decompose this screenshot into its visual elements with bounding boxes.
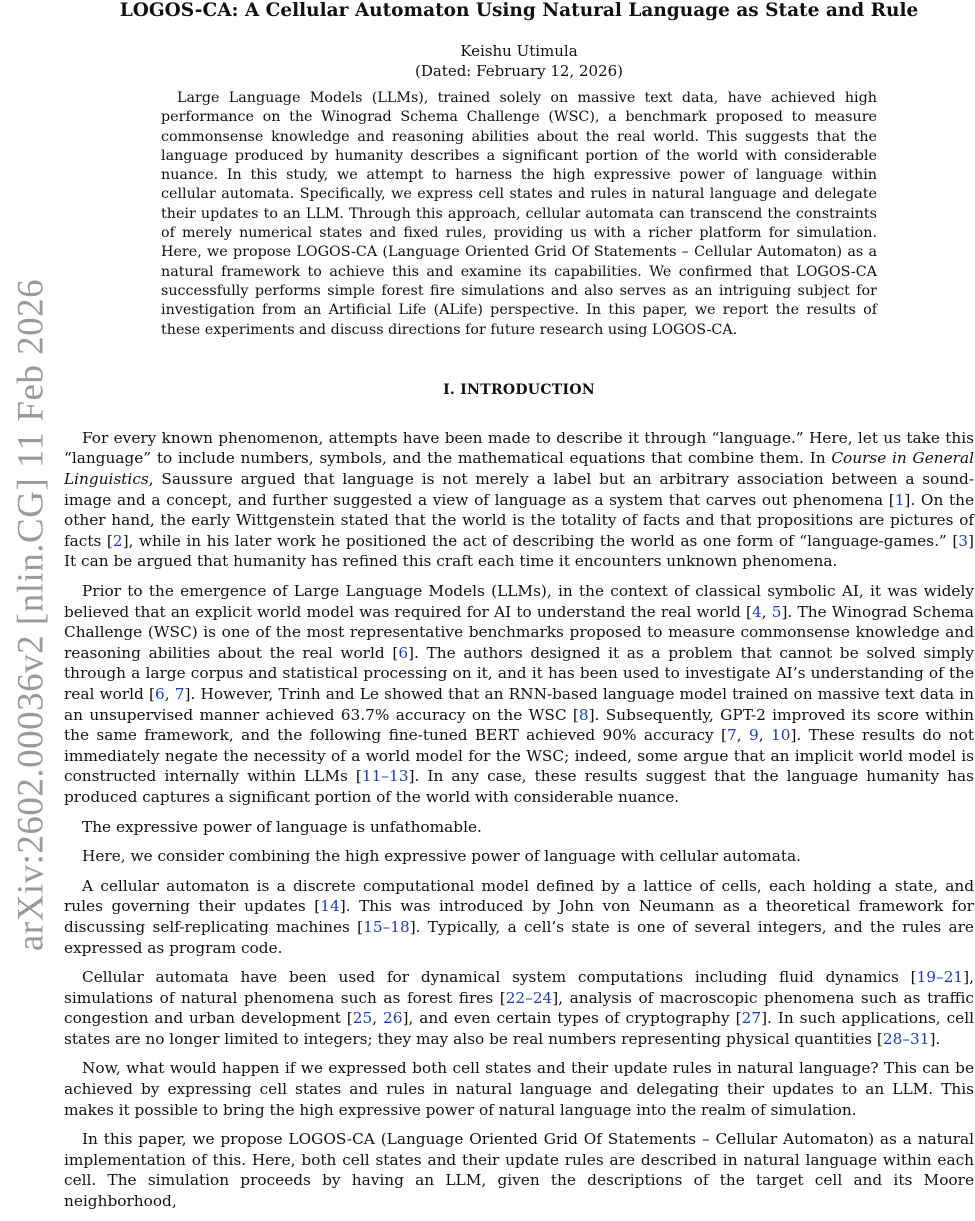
text-span: , <box>758 726 771 745</box>
citation-link[interactable]: 22–24 <box>505 988 553 1007</box>
text-span: For every known phenomenon, attempts have been made to describe it through “language.” Here, let us take this “language” to include numbers, symbols, and the mathematical equations that combine them. In <box>64 428 974 468</box>
text-span: ], simulations of natural phenomena such as forest fires [ <box>64 968 974 1007</box>
citation-link[interactable]: 1 <box>894 490 905 509</box>
paragraph-2 <box>64 581 974 808</box>
abstract: Large Language Models (LLMs), trained solely on massive text data, have achieved high performance on the Winograd Schema Challenge (WSC), a benchmark proposed to measure commonsense knowledge and reasoning abilities about the real world. This suggests that the language produced by humanity describes a significant portion of the world with considerable nuance. In this study, we attempt to harness the high expressive power of language within cellular automata. Specifically, we express cell states and rules in natural language and delegate their updates to an LLM. Through this approach, cellular automata can transcend the constraints of merely numerical states and fixed rules, providing us with a richer platform for simulation. Here, we propose LOGOS-CA (Language Oriented Grid Of Statements – Cellular Automaton) as a natural framework to achieve this and examine its capabilities. We confirmed that LOGOS-CA successfully performs simple forest fire simulations and also serves as an intriguing subject for investigation from an Artificial Life (ALife) perspective. In this paper, we report the results of these experiments and discuss directions for future research using LOGOS-CA. <box>161 90 877 338</box>
text-span: ], and even certain types of cryptography [ <box>402 1009 742 1028</box>
citation-link[interactable]: 8 <box>578 705 589 724</box>
citation-link[interactable]: 2 <box>112 531 123 550</box>
text-span: A cellular automaton is a discrete computational model defined by a lattice of cells, each holding a state, and rules governing their updates [ <box>64 876 974 916</box>
arxiv-sidebar <box>0 0 62 1200</box>
paragraph-5 <box>64 876 974 958</box>
citation-link[interactable]: 28–31 <box>882 1029 930 1048</box>
paper-title: LOGOS-CA: A Cellular Automaton Using Natural Language as State and Rule <box>119 0 919 21</box>
citation-link[interactable]: 6 <box>398 643 409 662</box>
text-span: ]. These results do not immediately negate the necessity of a world model for the WSC; indeed, some argue that an implicit world model is constructed internally within LLMs [ <box>64 726 974 786</box>
citation-link[interactable]: 9 <box>749 726 759 745</box>
text-span: ]. In such applications, cell states are no longer limited to integers; they may also be real numbers representing physical quantities [ <box>64 1009 974 1048</box>
text-span: , <box>164 684 175 703</box>
citation-link[interactable]: 7 <box>174 684 185 703</box>
text-span: ], analysis of macroscopic phenomena such as traffic congestion and urban development [ <box>64 988 974 1028</box>
citation-link[interactable]: 19–21 <box>916 968 964 987</box>
text-span: , <box>736 726 749 745</box>
author: Keishu Utimula <box>460 42 578 60</box>
text-span: ]. Subsequently, GPT-2 improved its score within the same framework, and the following fine-tuned BERT achieved 90% accuracy [ <box>64 705 974 745</box>
text-span: , <box>372 1009 384 1028</box>
text-span: Prior to the emergence of Large Language Models (LLMs), in the context of classical symbolic AI, it was widely believed that an explicit world model was required for AI to understand the real world [ <box>64 582 974 621</box>
citation-link[interactable]: 5 <box>771 602 782 621</box>
date-line: (Dated: February 12, 2026) <box>414 62 624 80</box>
citation-link[interactable]: 7 <box>727 726 737 745</box>
citation-link[interactable]: 14 <box>320 897 340 916</box>
citation-link[interactable]: 26 <box>383 1009 403 1028</box>
book-title: Course in General Linguistics <box>64 449 975 489</box>
text-span: Cellular automata have been used for dynamical system computations including fluid dynamics [ <box>82 968 917 987</box>
citation-link[interactable]: 3 <box>958 531 969 550</box>
text-span: , Saussure argued that language is not merely a label but an arbitrary association between a sound-image and a concept, and further suggested a view of language as a system that carves out phenomena [ <box>64 470 974 509</box>
text-span: ], while in his later work he positioned the act of describing the world as one form of “language-games.” [ <box>122 531 959 550</box>
paragraph-3: The expressive power of language is unfathomable. <box>82 817 482 836</box>
citation-link[interactable]: 6 <box>154 684 165 703</box>
paragraph-8: In this paper, we propose LOGOS-CA (Language Oriented Grid Of Statements – Cellular Automaton) as a natural implementation of this. Here, both cell states and their update rules are described in natural language within each cell. The simulation proceeds by having an LLM, given the descriptions of the target cell and its Moore neighborhood, <box>64 1130 974 1211</box>
text-span: ]. However, Trinh and Le showed that an RNN-based language model trained on massive text data in an unsupervised manner achieved 63.7% accuracy on the WSC [ <box>64 684 974 724</box>
citation-link[interactable]: 27 <box>741 1009 762 1028</box>
citation-link[interactable]: 15–18 <box>363 917 410 936</box>
section-heading-introduction: I. INTRODUCTION <box>443 381 595 398</box>
paper-page <box>64 0 974 1221</box>
text-span: , <box>761 602 772 621</box>
paragraph-7: Now, what would happen if we expressed both cell states and their update rules in natural language? This can be achieved by expressing cell states and rules in natural language and delegating their updates to an LLM. This makes it possible to bring the high expressive power of natural language into the realm of simulation. <box>64 1059 974 1119</box>
citation-link[interactable]: 10 <box>770 726 791 745</box>
text-span: ]. This was introduced by John von Neumann as a theoretical framework for discussing self-replicating machines [ <box>64 897 974 936</box>
text-span: ]. Typically, a cell’s state is one of several integers, and the rules are expressed as program code. <box>64 917 974 957</box>
text-span: ] It can be argued that humanity has refined this craft each time it encounters unknown phenomena. <box>64 531 974 571</box>
citation-link[interactable]: 11–13 <box>361 767 409 786</box>
text-span: ]. <box>929 1029 941 1048</box>
text-span: ]. In any case, these results suggest that the language humanity has produced captures a significant portion of the world with considerable nuance. <box>64 767 975 806</box>
paragraph-6 <box>64 967 974 1049</box>
arxiv-identifier: arXiv:2602.00036v2 [nlin.CG] 11 Feb 2026 <box>10 278 52 952</box>
paragraph-1 <box>64 428 974 572</box>
citation-link[interactable]: 25 <box>352 1009 373 1028</box>
text-span: ]. The authors designed it as a problem that cannot be solved simply through a large corpus and statistical processing on it, and it has been used to investigate AI’s understanding of the real world [ <box>64 643 974 703</box>
text-span: ]. On the other hand, the early Wittgenstein stated that the world is the totality of facts and that propositions are pictures of facts [ <box>64 490 974 550</box>
text-span: ]. The Winograd Schema Challenge (WSC) is one of the most representative benchmarks proposed to measure commonsense knowledge and reasoning abilities about the real world [ <box>64 602 974 662</box>
paragraph-4: Here, we consider combining the high expressive power of language with cellular automata. <box>82 847 802 866</box>
citation-link[interactable]: 4 <box>751 602 762 621</box>
